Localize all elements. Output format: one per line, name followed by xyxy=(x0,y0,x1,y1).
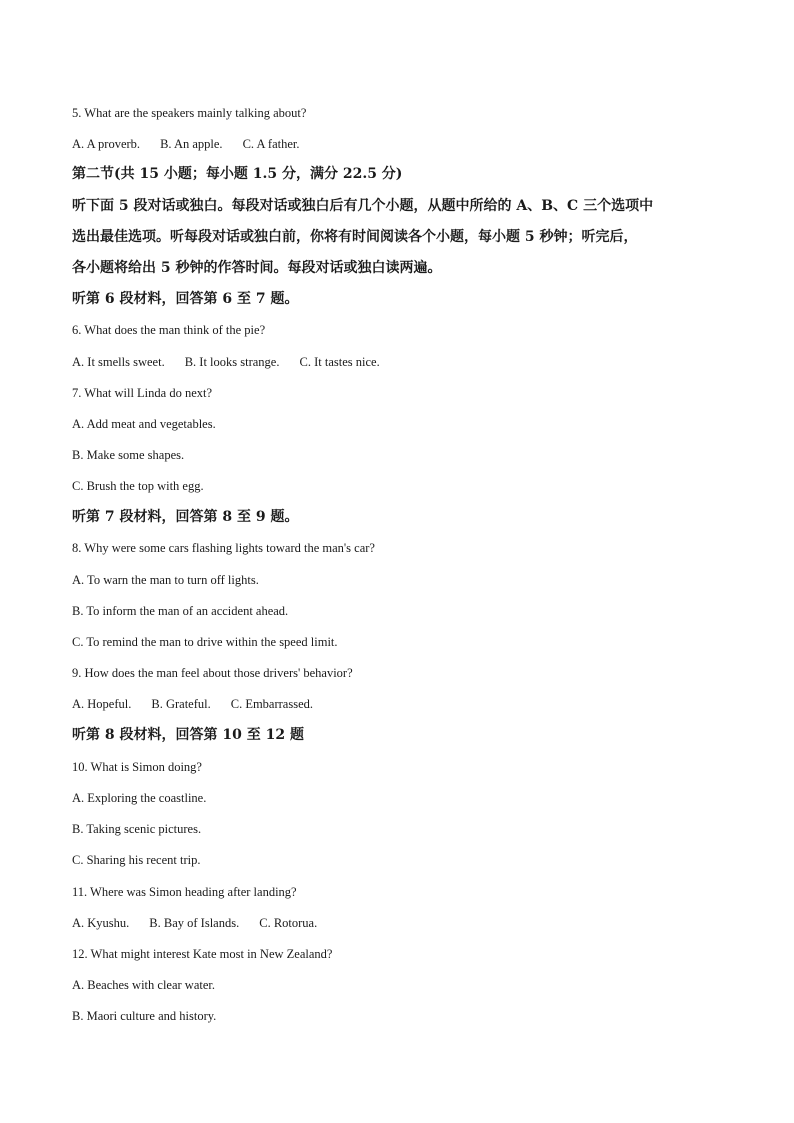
q9-options xyxy=(72,696,333,712)
instructions-line-2: 选出最佳选项。听每段对话或独白前，你将有时间阅读各个小题，每小题 5 秒钟；听完后， xyxy=(72,229,638,245)
q6-option-b: B. It looks strange. xyxy=(184,355,280,369)
section-title: 第二节(共 15 小题；每小题 1.5 分，满分 22.5 分) xyxy=(72,166,403,182)
q11-options xyxy=(72,915,337,931)
q11-question: 11. Where was Simon heading after landing? xyxy=(72,885,297,899)
q9-question: 9. How does the man feel about those drivers' behavior? xyxy=(72,666,353,680)
q7-option-a: A. Add meat and vegetables. xyxy=(72,417,216,431)
q8-option-c: C. To remind the man to drive within the speed limit. xyxy=(72,635,338,649)
q12-option-b: B. Maori culture and history. xyxy=(72,1009,217,1023)
q10-option-a: A. Exploring the coastline. xyxy=(72,791,207,805)
q12-option-a: A. Beaches with clear water. xyxy=(72,978,215,992)
q8-option-b: B. To inform the man of an accident ahead. xyxy=(72,604,289,618)
q6-option-a: A. It smells sweet. xyxy=(72,355,165,369)
q5-option-a: A. A proverb. xyxy=(72,137,141,151)
q8-question: 8. Why were some cars flashing lights toward the man's car? xyxy=(72,541,375,555)
q12-question: 12. What might interest Kate most in New Zealand? xyxy=(72,947,333,961)
q8-option-a: A. To warn the man to turn off lights. xyxy=(72,573,259,587)
passage-6-heading: 听第 6 段材料，回答第 6 至 7 题。 xyxy=(72,291,299,307)
passage-7-heading: 听第 7 段材料，回答第 8 至 9 题。 xyxy=(72,509,299,525)
instructions-line-3: 各小题将给出 5 秒钟的作答时间。每段对话或独白读两遍。 xyxy=(72,260,442,276)
q9-option-c: C. Embarrassed. xyxy=(230,697,314,711)
q9-option-b: B. Grateful. xyxy=(151,697,211,711)
instructions-line-1: 听下面 5 段对话或独白。每段对话或独白后有几个小题，从题中所给的 A、B、C 三个选项中 xyxy=(72,198,654,214)
passage-8-heading: 听第 8 段材料，回答第 10 至 12 题 xyxy=(72,727,304,743)
q7-option-b: B. Make some shapes. xyxy=(72,448,185,462)
q5-options xyxy=(72,136,320,152)
q10-option-b: B. Taking scenic pictures. xyxy=(72,822,202,836)
q7-option-c: C. Brush the top with egg. xyxy=(72,479,204,493)
q6-question: 6. What does the man think of the pie? xyxy=(72,323,266,337)
q11-option-a: A. Kyushu. xyxy=(72,916,130,930)
q10-question: 10. What is Simon doing? xyxy=(72,760,202,774)
q5-option-b: B. An apple. xyxy=(160,137,223,151)
q9-option-a: A. Hopeful. xyxy=(72,697,132,711)
q6-options xyxy=(72,354,400,370)
q10-option-c: C. Sharing his recent trip. xyxy=(72,853,201,867)
q6-option-c: C. It tastes nice. xyxy=(299,355,380,369)
q11-option-b: B. Bay of Islands. xyxy=(149,916,240,930)
q11-option-c: C. Rotorua. xyxy=(259,916,318,930)
q5-question: 5. What are the speakers mainly talking about? xyxy=(72,106,307,120)
q5-option-c: C. A father. xyxy=(242,137,300,151)
q7-question: 7. What will Linda do next? xyxy=(72,386,213,400)
